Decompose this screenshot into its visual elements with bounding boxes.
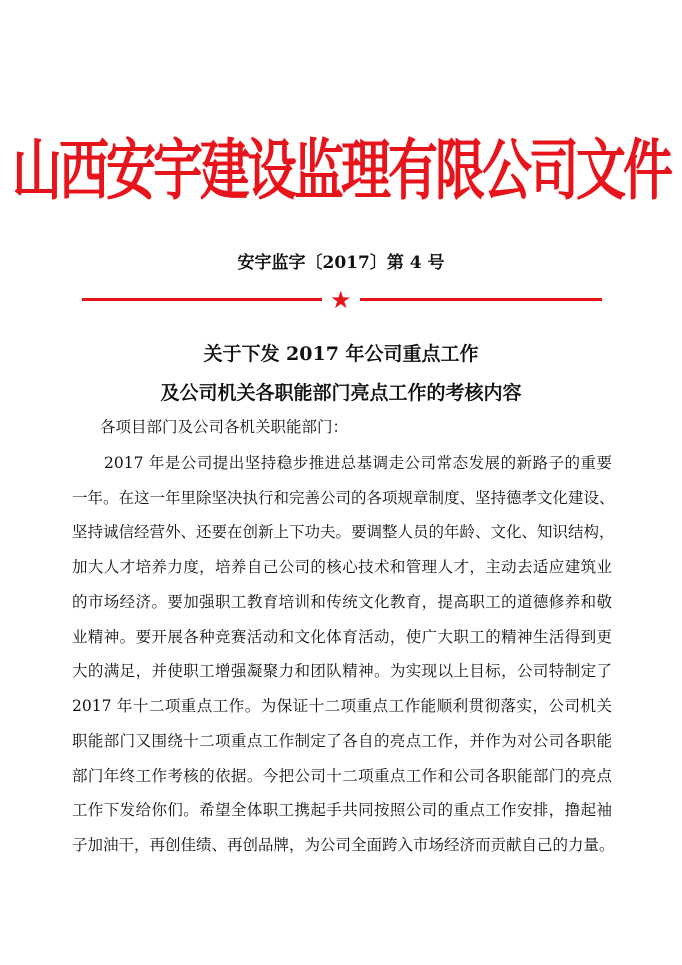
body-line: 业精神。要开展各种竞赛活动和文化体育活动，使广大职工的精神生活得到更 xyxy=(72,628,612,646)
org-header-title: 山西安宇建设监理有限公司文件 xyxy=(12,132,670,210)
body-line: 部门年终工作考核的依据。今把公司十二项重点工作和公司各职能部门的亮点 xyxy=(72,767,612,785)
salutation: 各项目部门及公司各机关职能部门： xyxy=(100,418,349,436)
document-title-line-1: 关于下发 2017 年公司重点工作 xyxy=(203,343,479,365)
body-line: 的市场经济。要加强职工教育培训和传统文化教育，提高职工的道德修养和敬 xyxy=(72,593,612,611)
body-line: 坚持诚信经营外、还要在创新上下功夫。要调整人员的年龄、文化、知识结构， xyxy=(72,523,615,541)
body-line: 大的满足，并使职工增强凝聚力和团队精神。为实现以上目标，公司特制定了 xyxy=(72,662,612,680)
body-line: 子加油干，再创佳绩、再创品牌，为公司全面跨入市场经济而贡献自己的力量。 xyxy=(72,836,615,854)
body-line: 工作下发给你们。希望全体职工携起手共同按照公司的重点工作安排，撸起袖 xyxy=(72,801,612,819)
divider-line-left xyxy=(82,298,322,301)
document-title-line-2: 及公司机关各职能部门亮点工作的考核内容 xyxy=(160,382,522,404)
body-line: 职能部门又围绕十二项重点工作制定了各自的亮点工作，并作为对公司各职能 xyxy=(72,732,612,750)
divider-line-right xyxy=(360,298,602,301)
body-line: 一年。在这一年里除坚决执行和完善公司的各项规章制度、坚持德孝文化建设、 xyxy=(72,489,615,507)
body-line: 2017 年十二项重点工作。为保证十二项重点工作能顺利贯彻落实，公司机关 xyxy=(72,697,612,715)
document-number: 安宇监字〔2017〕第 4 号 xyxy=(237,253,445,273)
body-line: 2017 年是公司提出坚持稳步推进总基调走公司常态发展的新路子的重要 xyxy=(104,454,612,472)
star-icon: ★ xyxy=(330,286,352,314)
body-line: 加大人才培养力度，培养自己公司的核心技术和管理人才，主动去适应建筑业 xyxy=(72,558,612,576)
header-divider xyxy=(82,286,602,314)
